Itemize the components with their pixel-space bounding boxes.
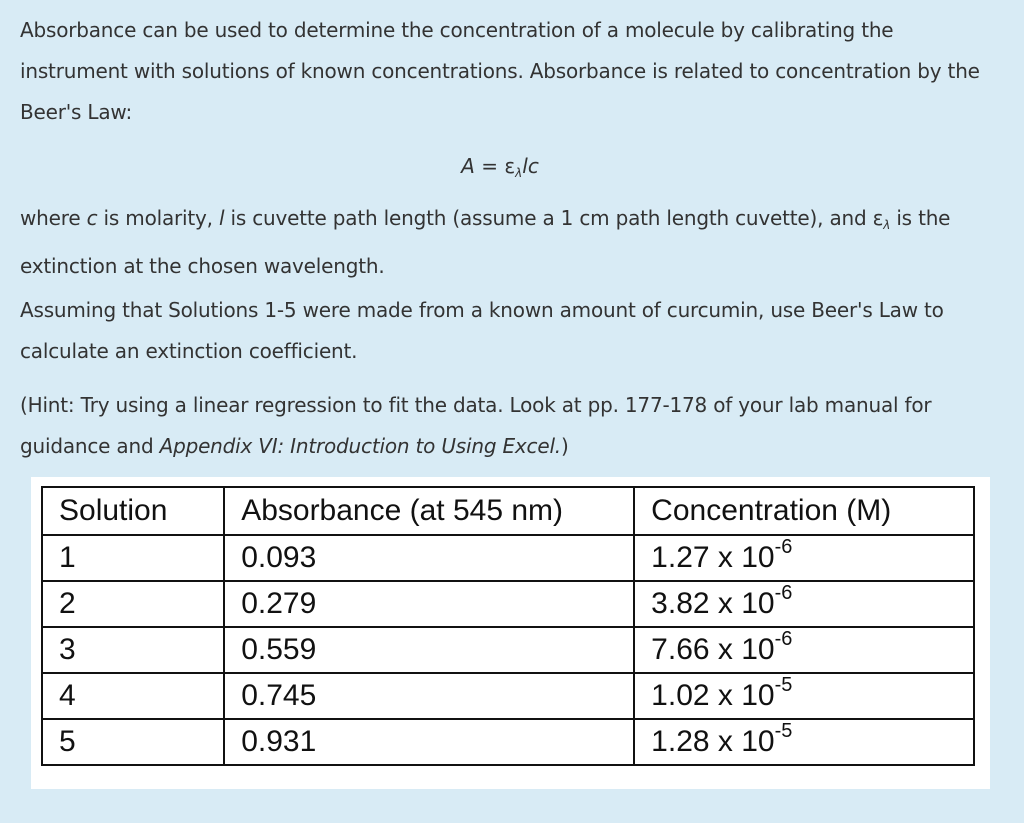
table-header-row (42, 487, 974, 535)
cell-absorbance: 0.093 (224, 535, 634, 581)
cell-absorbance: 0.745 (224, 673, 634, 719)
cell-absorbance: 0.559 (224, 627, 634, 673)
table-row (42, 627, 974, 673)
definitions-part1: where (20, 206, 87, 230)
data-table-panel (31, 477, 990, 789)
conc-exponent: -6 (774, 536, 793, 558)
var-epsilon-subscript: λ (883, 218, 891, 232)
table-row (42, 719, 974, 765)
definitions-part4: is the extinction at the chosen wavelength. (20, 206, 957, 278)
cell-solution: 1 (42, 535, 224, 581)
formula-epsilon: ε (504, 154, 516, 178)
cell-solution: 2 (42, 581, 224, 627)
cell-solution: 3 (42, 627, 224, 673)
cell-concentration (634, 581, 974, 627)
conc-mantissa: 1.27 x 10 (651, 541, 775, 574)
conc-exponent: -5 (774, 674, 793, 696)
conc-exponent: -6 (774, 582, 793, 604)
definitions-part2: is molarity, (97, 206, 219, 230)
hint-paragraph (20, 385, 990, 467)
hint-part2: ) (560, 434, 569, 458)
cell-concentration (634, 627, 974, 673)
hint-part1: (Hint: Try using a linear regression to fit the data. Look at pp. 177-178 of your lab manual for guidance and (20, 393, 938, 458)
header-solution: Solution (42, 487, 224, 535)
table-row (42, 581, 974, 627)
var-c: c (86, 206, 98, 230)
header-absorbance: Absorbance (at 545 nm) (224, 487, 634, 535)
cell-solution: 5 (42, 719, 224, 765)
var-l: l (219, 206, 225, 230)
var-epsilon: ε (872, 206, 884, 230)
definitions-paragraph (20, 198, 990, 287)
table-row (42, 673, 974, 719)
beers-law-formula (20, 152, 980, 187)
conc-mantissa: 1.28 x 10 (651, 725, 775, 758)
conc-mantissa: 7.66 x 10 (651, 633, 775, 666)
cell-concentration (634, 719, 974, 765)
task-paragraph: Assuming that Solutions 1-5 were made from a known amount of curcumin, use Beer's Law to calculate an extinction coefficient. (20, 298, 944, 363)
cell-absorbance: 0.279 (224, 581, 634, 627)
header-concentration: Concentration (M) (634, 487, 974, 535)
cell-absorbance: 0.931 (224, 719, 634, 765)
absorbance-table (41, 486, 975, 766)
table-row (42, 535, 974, 581)
conc-mantissa: 3.82 x 10 (651, 587, 775, 620)
cell-concentration (634, 535, 974, 581)
formula-lambda-subscript: λ (515, 166, 523, 180)
formula-equals: = (474, 154, 505, 178)
hint-appendix: Appendix VI: Introduction to Using Excel. (159, 434, 561, 458)
formula-rest: lc (522, 154, 539, 178)
conc-exponent: -5 (774, 720, 793, 742)
conc-exponent: -6 (774, 628, 793, 650)
formula-absorbance: A (461, 154, 475, 178)
definitions-part3: is cuvette path length (assume a 1 cm path length cuvette), and (224, 206, 873, 230)
intro-paragraph: Absorbance can be used to determine the concentration of a molecule by calibrating the instrument with solutions of known concentrations. Absorbance is related to concentration by the Beer's Law: (20, 18, 980, 124)
conc-mantissa: 1.02 x 10 (651, 679, 775, 712)
cell-concentration (634, 673, 974, 719)
cell-solution: 4 (42, 673, 224, 719)
